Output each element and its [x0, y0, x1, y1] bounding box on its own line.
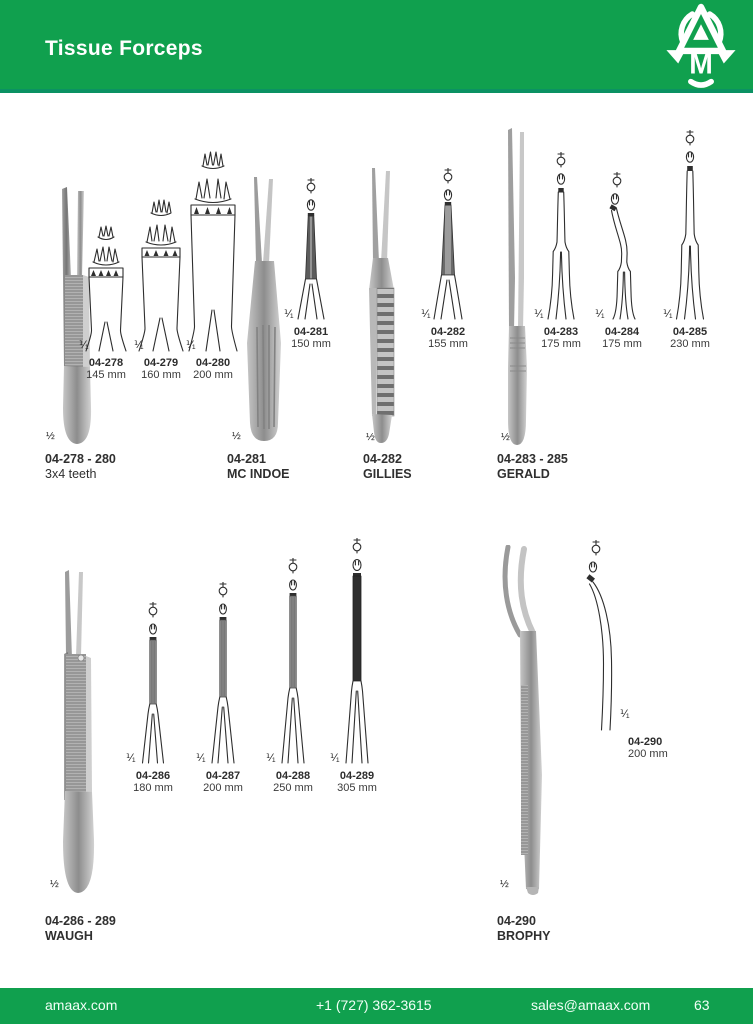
- scale-marker: ½: [366, 431, 375, 443]
- variant-04-282: [416, 168, 480, 350]
- group-label-04-282: 04-282 GILLIES: [363, 452, 412, 481]
- scale-marker: ⅟₁: [330, 752, 340, 764]
- variant-size: 150 mm: [291, 338, 331, 350]
- variant-size: 175 mm: [602, 338, 642, 350]
- variant-04-289: [325, 538, 389, 794]
- variant-04-283: [529, 152, 593, 350]
- variant-04-285: [658, 130, 722, 350]
- forceps-tip-drawing-04-282: [416, 168, 480, 323]
- variant-code: 04-286: [135, 770, 171, 782]
- svg-text:M: M: [689, 47, 713, 80]
- scale-marker: ½: [46, 430, 55, 442]
- forceps-tip-drawing-04-281: [279, 178, 343, 323]
- page-header: [0, 0, 753, 93]
- variant-code: 04-283: [543, 326, 579, 338]
- group-label-04-278-280: 04-278 - 280 3x4 teeth: [45, 452, 116, 481]
- scale-marker: ⅟₁: [620, 708, 630, 720]
- group-label-04-290: 04-290 BROPHY: [497, 914, 551, 943]
- forceps-tip-drawing-04-280: [181, 150, 245, 354]
- forceps-photo-04-286-289: [53, 570, 103, 897]
- variant-code: 04-280: [195, 357, 231, 369]
- variant-size: 155 mm: [428, 338, 468, 350]
- page-title: Tissue Forceps: [45, 37, 203, 60]
- variant-04-288: [261, 558, 325, 794]
- scale-marker: ⅟₁: [595, 308, 605, 320]
- variant-04-287: [191, 582, 255, 794]
- scale-marker: ⅟₁: [79, 339, 89, 351]
- scale-marker: ⅟₁: [186, 339, 196, 351]
- scale-marker: ⅟₁: [534, 308, 544, 320]
- variant-code: 04-290: [628, 736, 663, 748]
- variant-04-286: [121, 602, 185, 794]
- variant-size: 250 mm: [273, 782, 313, 794]
- variant-code: 04-281: [293, 326, 329, 338]
- scale-marker: ½: [500, 878, 509, 890]
- variant-code: 04-288: [275, 770, 311, 782]
- variant-size: 175 mm: [541, 338, 581, 350]
- forceps-tip-drawing-04-287: [191, 582, 255, 767]
- group-label-04-281: 04-281 MC INDOE: [227, 452, 290, 481]
- forceps-tip-drawing-04-289: [325, 538, 389, 767]
- variant-size: 145 mm: [86, 369, 126, 381]
- footer-page-number: 63: [694, 997, 710, 1013]
- variant-04-281: [279, 178, 343, 350]
- group-label-04-286-289: 04-286 - 289 WAUGH: [45, 914, 116, 943]
- variant-code: 04-285: [672, 326, 708, 338]
- variant-size: 200 mm: [193, 369, 233, 381]
- variant-04-290-labels: [628, 733, 668, 760]
- scale-marker: ⅟₁: [126, 752, 136, 764]
- variant-code: 04-279: [143, 357, 179, 369]
- forceps-photo-04-282: [356, 168, 410, 445]
- scale-marker: ⅟₁: [266, 752, 276, 764]
- forceps-tip-drawing-04-290: [578, 540, 626, 736]
- scale-marker: ⅟₁: [134, 339, 144, 351]
- variant-size: 200 mm: [203, 782, 243, 794]
- footer-phone: +1 (727) 362-3615: [316, 997, 432, 1013]
- variant-04-284: [590, 172, 654, 350]
- scale-marker: ½: [50, 878, 59, 890]
- scale-marker: ⅟₁: [663, 308, 673, 320]
- amaax-logo-icon: [657, 3, 745, 91]
- forceps-tip-drawing-04-286: [121, 602, 185, 767]
- variant-size: 180 mm: [133, 782, 173, 794]
- scale-marker: ⅟₁: [421, 308, 431, 320]
- variant-code: 04-278: [88, 357, 124, 369]
- variant-size: 230 mm: [670, 338, 710, 350]
- footer-email: sales@amaax.com: [531, 997, 651, 1013]
- forceps-photo-04-290: [486, 545, 564, 897]
- scale-marker: ⅟₁: [196, 752, 206, 764]
- forceps-tip-drawing-04-284: [590, 172, 654, 323]
- variant-size: 305 mm: [337, 782, 377, 794]
- footer-website: amaax.com: [45, 997, 118, 1013]
- group-label-04-283-285: 04-283 - 285 GERALD: [497, 452, 568, 481]
- forceps-tip-drawing-04-283: [529, 152, 593, 323]
- variant-code: 04-282: [430, 326, 466, 338]
- scale-marker: ½: [232, 430, 241, 442]
- variant-code: 04-284: [604, 326, 640, 338]
- variant-size: 160 mm: [141, 369, 181, 381]
- variant-code: 04-289: [339, 770, 375, 782]
- variant-code: 04-287: [205, 770, 241, 782]
- forceps-tip-drawing-04-285: [658, 130, 722, 323]
- page-footer: [0, 988, 753, 1024]
- scale-marker: ½: [501, 431, 510, 443]
- forceps-tip-drawing-04-288: [261, 558, 325, 767]
- variant-04-280: [181, 150, 245, 381]
- variant-size: 200 mm: [628, 748, 668, 760]
- scale-marker: ⅟₁: [284, 308, 294, 320]
